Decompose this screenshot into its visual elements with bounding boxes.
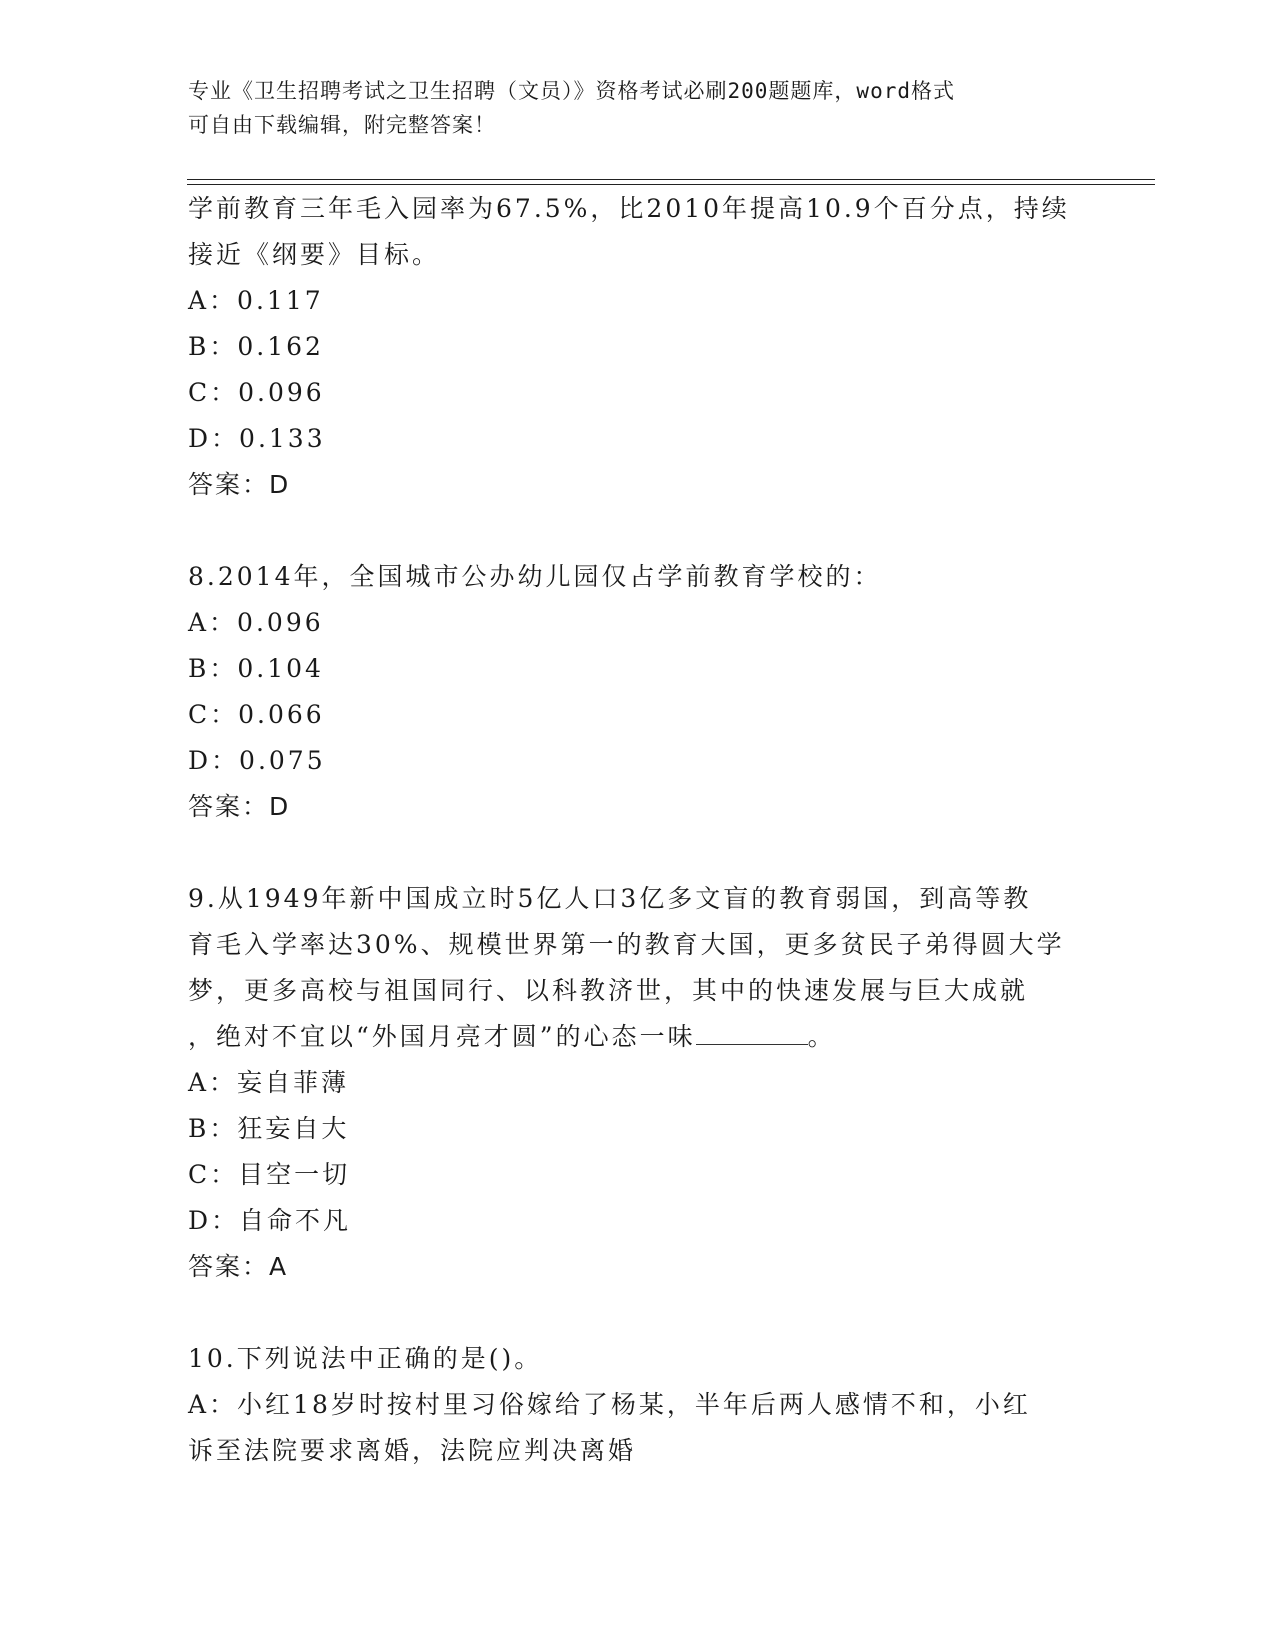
question-stem-line <box>188 1014 1088 1060</box>
question-stem-line: 育毛入学率达30%、规模世界第一的教育大国，更多贫民子弟得圆大学 <box>188 930 1065 959</box>
stem-text: ，绝对不宜以“外国月亮才圆”的心态一味 <box>188 1022 696 1051</box>
spacer <box>188 508 1088 554</box>
option-c: C：0.066 <box>188 700 325 729</box>
header-divider-bottom <box>187 184 1155 185</box>
question-stem-line: 梦，更多高校与祖国同行、以科教济世，其中的快速发展与巨大成就 <box>188 976 1029 1005</box>
option-d: D：0.133 <box>188 424 326 453</box>
option-d: D：自命不凡 <box>188 1206 352 1235</box>
fill-in-blank <box>696 1018 808 1045</box>
option-c: C：目空一切 <box>188 1160 351 1189</box>
page-header <box>188 74 1068 142</box>
question-stem-line: 学前教育三年毛入园率为67.5%，比2010年提高10.9个百分点，持续 <box>188 194 1070 223</box>
option-a: A：0.096 <box>188 608 324 637</box>
spacer <box>188 1290 1088 1336</box>
option-b: B：狂妄自大 <box>188 1114 350 1143</box>
spacer <box>188 830 1088 876</box>
option-a: A：小红18岁时按村里习俗嫁给了杨某，半年后两人感情不和，小红 <box>188 1390 1031 1419</box>
option-a: A：0.117 <box>188 286 324 315</box>
stem-text: 。 <box>807 1022 836 1051</box>
question-stem-line: 8.2014年，全国城市公办幼儿园仅占学前教育学校的： <box>188 562 882 591</box>
question-list <box>188 186 1088 1474</box>
option-c: C：0.096 <box>188 378 325 407</box>
answer-line: 答案：A <box>188 1252 289 1281</box>
answer-line: 答案：D <box>188 792 291 821</box>
header-line-1: 专业《卫生招聘考试之卫生招聘（文员）》资格考试必刷200题题库，word格式 <box>188 79 955 103</box>
question-9 <box>188 876 1088 1290</box>
option-a-continued: 诉至法院要求离婚，法院应判决离婚 <box>188 1436 637 1465</box>
header-divider-top <box>187 179 1155 180</box>
question-8 <box>188 554 1088 830</box>
question-stem-line: 9.从1949年新中国成立时5亿人口3亿多文盲的教育弱国，到高等教 <box>188 884 1032 913</box>
option-d: D：0.075 <box>188 746 326 775</box>
question-stem-line: 10.下列说法中正确的是()。 <box>188 1344 543 1373</box>
question-stem-line: 接近《纲要》目标。 <box>188 240 441 269</box>
question-7 <box>188 186 1088 508</box>
option-a: A：妄自菲薄 <box>188 1068 350 1097</box>
question-10 <box>188 1336 1088 1474</box>
option-b: B：0.162 <box>188 332 324 361</box>
option-b: B：0.104 <box>188 654 324 683</box>
header-line-2: 可自由下载编辑，附完整答案！ <box>188 113 496 137</box>
answer-line: 答案：D <box>188 470 291 499</box>
